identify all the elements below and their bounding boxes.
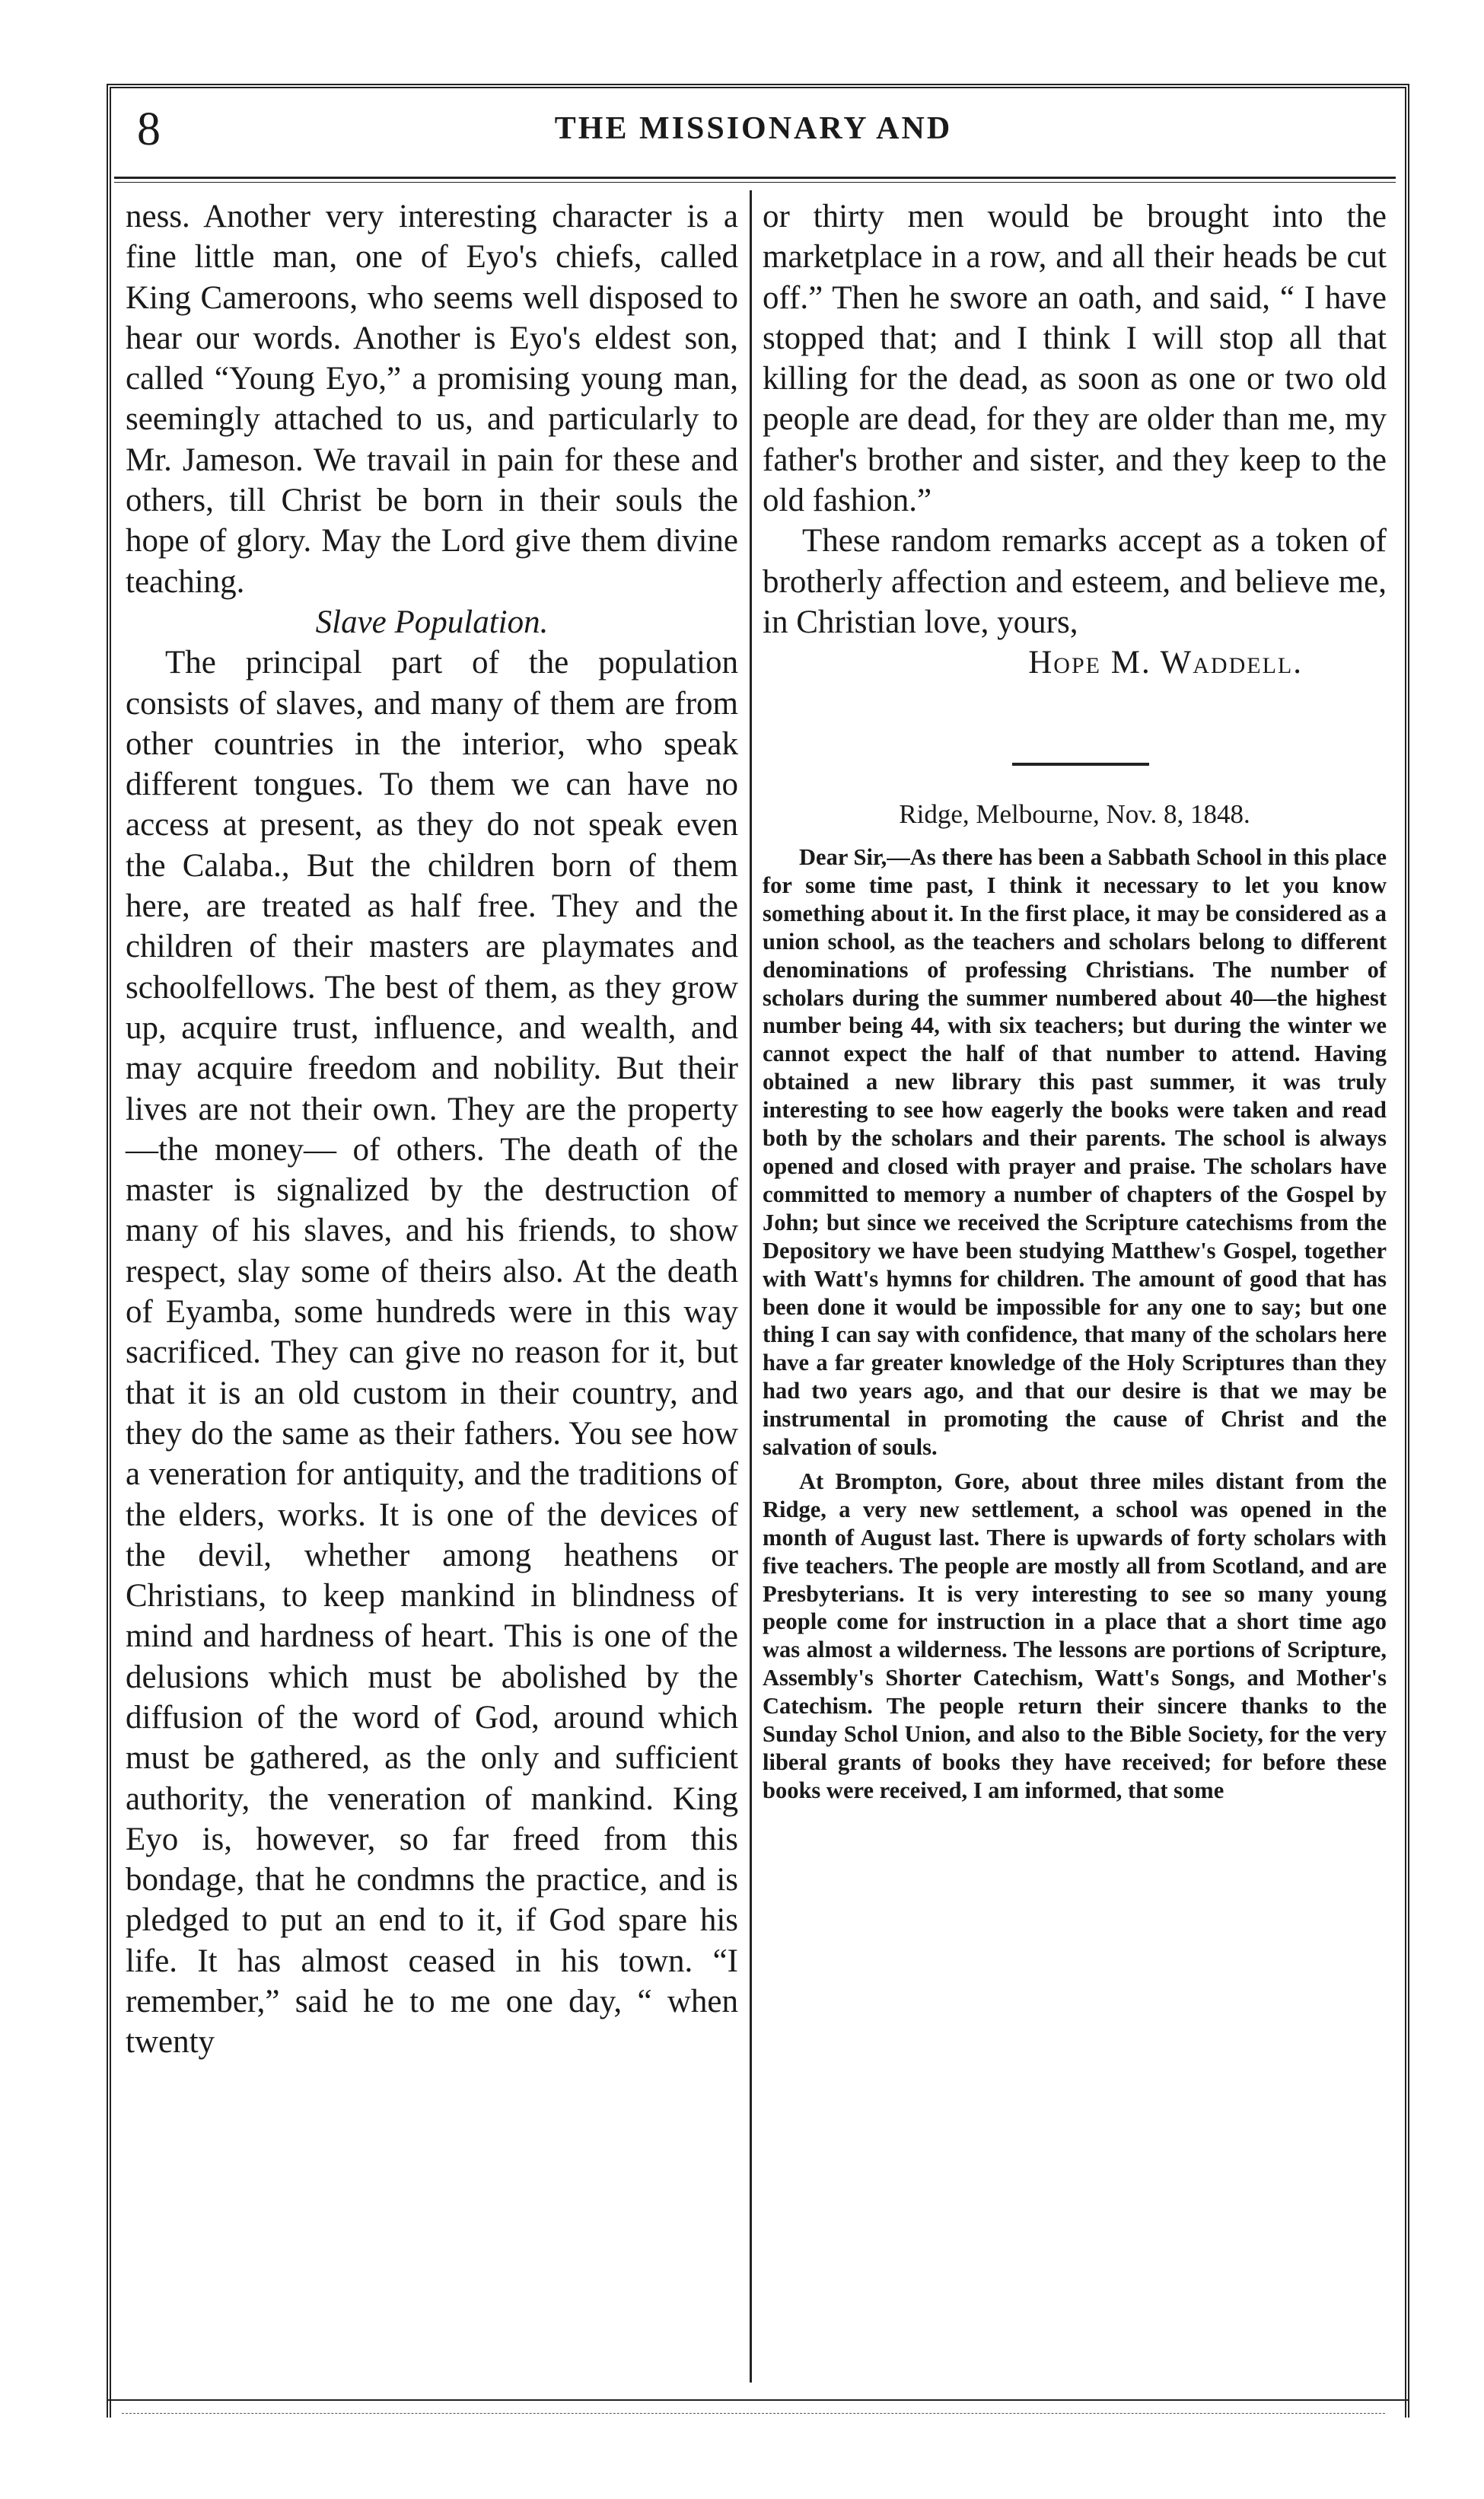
letter-paragraph-2: At Brompton, Gore, about three miles distant from the Ridge, a very new settlement, a school was opened in the month of August last. There is upwards of forty scholars with five teachers. The people are mostly all from Scotland, and are Presbyterians. It is very interesting to see so many young people come for instruction in a place that a short time ago was almost a wilderness. The lessons are portions of Scripture, Assembly's Shorter Catechism, Watt's Songs, and Mother's Catechism. The people return their sincere thanks to the Sunday Schol Union, and also to the Bible Society, for the very liberal grants of books they have received; for before these books were received, I am informed, that some xyxy=(763,1468,1387,1803)
letter-body xyxy=(763,843,1387,1805)
left-column xyxy=(126,196,738,2063)
header-rule xyxy=(114,177,1396,183)
left-paragraph-1: ness. Another very interesting character is a fine little man, one of Eyo's chiefs, called King Cameroons, who seems well disposed to hear our words. Another is Eyo's eldest son, called “Young Eyo,” a promising young man, seemingly attached to us, and particularly to Mr. Jameson. We travail in pain for these and others, till Christ be born in their souls the hope of glory. May the Lord give them divine teaching. xyxy=(126,199,738,600)
running-title: THE MISSIONARY AND xyxy=(554,111,953,146)
signature: Hope M. Waddell. xyxy=(1028,645,1303,681)
right-column-top xyxy=(763,196,1387,684)
section-subhead: Slave Population. xyxy=(315,604,549,640)
left-paragraph-2: The principal part of the population consists of slaves, and many of them are from other countries in the interior, who speak different tongues. To them we can have no access at present, as they do not speak even the Calaba., But the children born of them here, are treated as half free. They and the children of their masters are playmates and schoolfellows. The best of them, as they grow up, acquire trust, influence, and wealth, and may acquire freedom and nobility. But their lives are not their own. They are the property —the money— of others. The death of the master is signalized by the destruction of many of his slaves, and his friends, to show respect, slay some of theirs also. At the death of Eyamba, some hundreds were in this way sacrificed. They can give no reason for it, but that it is an old custom in their country, and they do the same as their fathers. You see how a veneration for antiquity, and the traditions of the elders, works. It is one of the devices of the devil, whether among heathens or Christians, to keep mankind in blindness of mind and hardness of heart. This is one of the delusions which must be abolished by the diffusion of the word of God, around which must be gathered, as the only and sufficient authority, the veneration of mankind. King Eyo is, however, so far freed from this bondage, that he condmns the practice, and is pledged to put an end to it, if God spare his life. It has almost ceased in his town. “I remember,” said he to me one day, “ when twenty xyxy=(126,645,738,2061)
page-header xyxy=(114,95,1393,171)
section-separator xyxy=(1012,763,1149,766)
column-divider xyxy=(750,190,752,2383)
bottom-dashed-rule xyxy=(122,2413,1385,2414)
page-number: 8 xyxy=(137,104,161,155)
right-paragraph-1: or thirty men would be brought into the marketplace in a row, and all their heads be cut off.” Then he swore an oath, and said, “ I have stopped that; and I think I will stop all that killing for the dead, as soon as one or two old people are dead, for they are older than me, my father's brother and sister, and they keep to the old fashion.” xyxy=(763,199,1387,519)
bottom-rule xyxy=(107,2399,1409,2401)
letter-dateline: Ridge, Melbourne, Nov. 8, 1848. xyxy=(899,799,1250,829)
letter-paragraph-1: Dear Sir,—As there has been a Sabbath School in this place for some time past, I think it necessary to let you know something about it. In the first place, it may be considered as a union school, as the teachers and scholars belong to different denominations of professing Christians. The number of scholars during the summer numbered about 40—the highest number being 44, with six teachers; but during the winter we cannot expect the half of that number to attend. Having obtained a new library this past summer, it was truly interesting to see how eagerly the books were taken and read both by the scholars and their parents. The school is always opened and closed with prayer and praise. The scholars have committed to memory a number of chapters of the Gospel by John; but since we received the Scripture catechisms from the Depository we have been studying Matthew's Gospel, together with Watt's hymns for children. The amount of good that has been done it would be impossible for any one to say; but one thing I can say with confidence, that many of the scholars here have a far greater knowledge of the Holy Scriptures than they had two years ago, and that our desire is that we may be instrumental in promoting the cause of Christ and the salvation of souls. xyxy=(763,844,1387,1461)
right-paragraph-2: These random remarks accept as a token of brotherly affection and esteem, and believe me, in Christian love, yours, xyxy=(763,523,1387,640)
